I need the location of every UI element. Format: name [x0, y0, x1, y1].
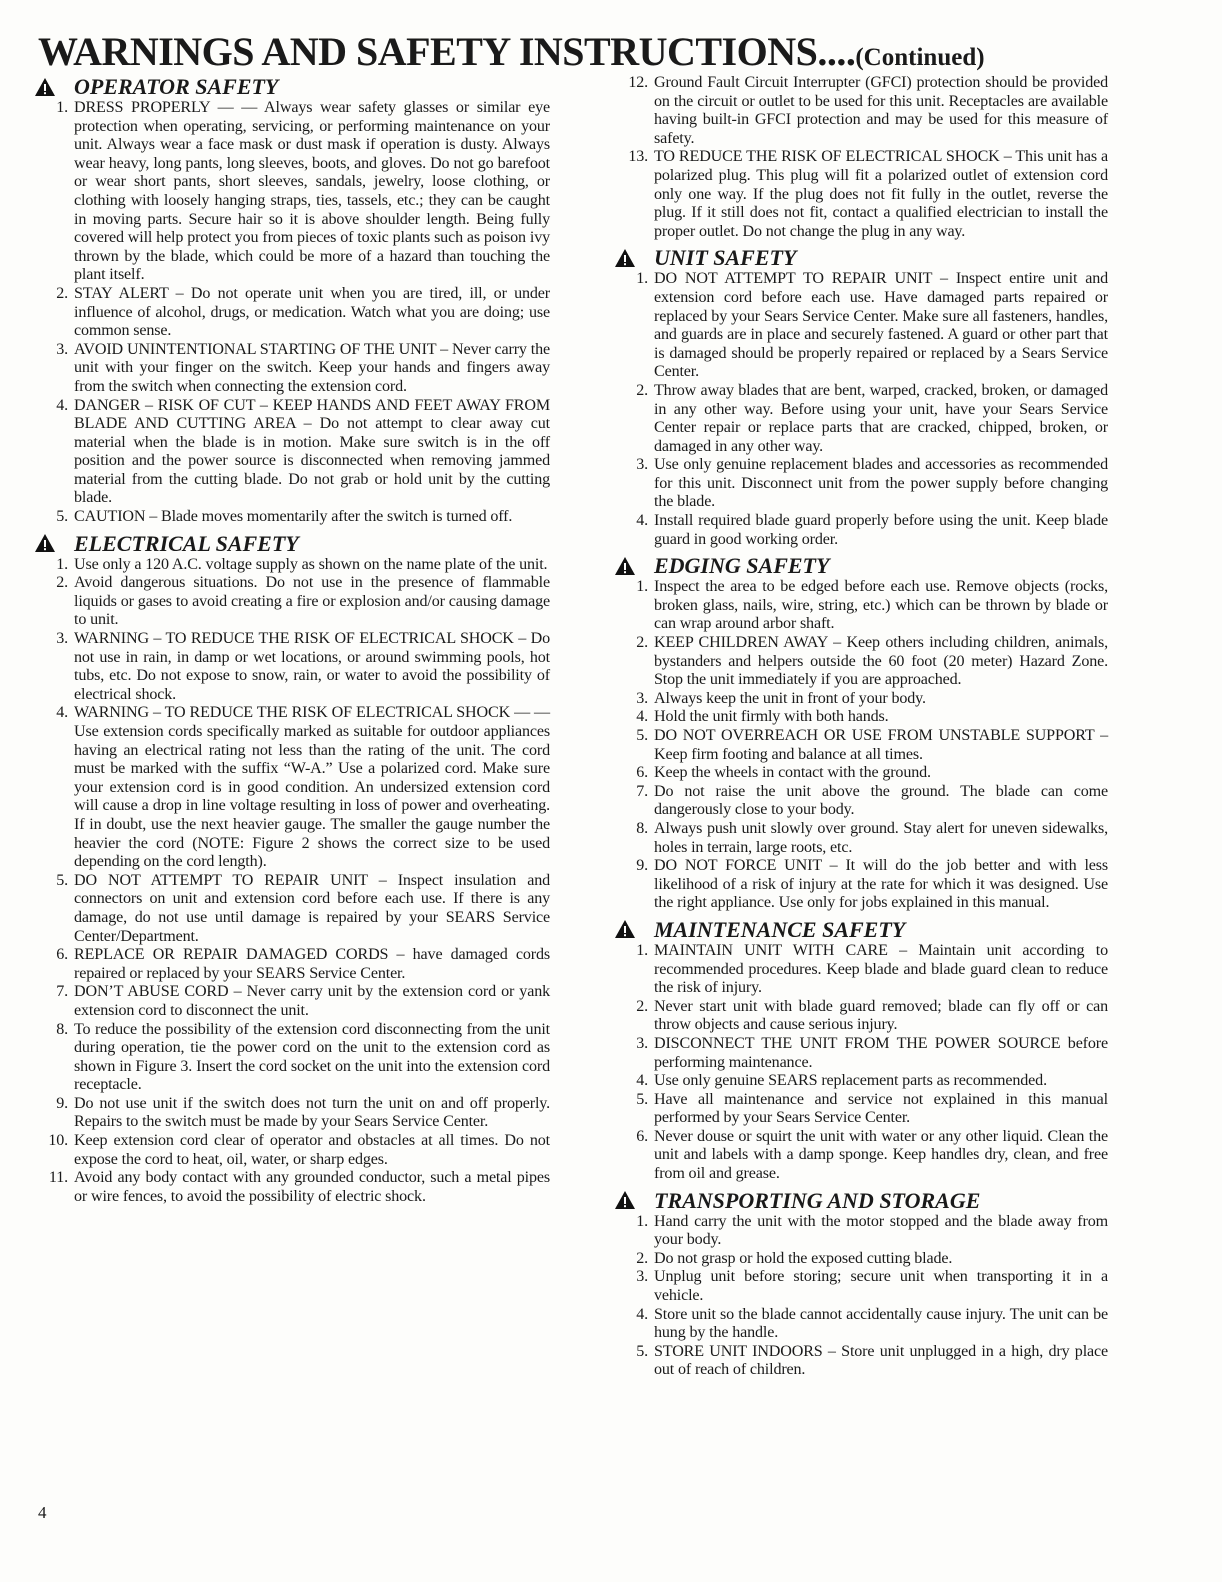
item-text: Use only a 120 A.C. voltage supply as shown on the name plate of the unit. [74, 555, 548, 573]
title-main: WARNINGS AND SAFETY INSTRUCTIONS.... [38, 29, 856, 74]
section-heading-text: UNIT SAFETY [654, 245, 797, 271]
instruction-list [598, 74, 1108, 241]
list-item [18, 1132, 550, 1169]
item-text: AVOID UNINTENTIONAL STARTING OF THE UNIT – Never carry the unit with your finger on the switch. Keep your hands and fingers away from the switch when connecting the extension cord. [74, 340, 550, 395]
item-number: 3. [56, 340, 68, 358]
item-number: 7. [56, 983, 68, 1001]
item-number: 8. [56, 1020, 68, 1038]
item-number: 9. [56, 1094, 68, 1112]
list-item [598, 456, 1108, 512]
section-heading [598, 553, 1108, 578]
item-text: DO NOT OVERREACH OR USE FROM UNSTABLE SUPPORT – Keep firm footing and balance at all times. [654, 727, 1108, 763]
list-item [18, 397, 550, 509]
section-heading-text: OPERATOR SAFETY [74, 74, 279, 99]
list-item [598, 578, 1108, 634]
item-number: 4. [636, 1305, 648, 1323]
instruction-list [598, 1213, 1108, 1380]
section-heading [598, 1188, 1108, 1213]
item-number: 11. [48, 1169, 68, 1187]
item-text: Unplug unit before storing; secure unit when transporting it in a vehicle. [654, 1268, 1108, 1305]
item-text: Keep the wheels in contact with the ground. [654, 764, 931, 782]
instruction-list [18, 99, 550, 527]
item-number: 12. [628, 74, 648, 91]
list-item [18, 1169, 550, 1206]
list-item [598, 857, 1108, 913]
instruction-list [598, 578, 1108, 913]
item-number: 3. [636, 456, 648, 474]
list-item [18, 556, 550, 575]
section-heading [598, 245, 1108, 270]
item-number: 3. [636, 689, 648, 707]
list-item [598, 1128, 1108, 1184]
item-text: DO NOT FORCE UNIT – It will do the job better and with less likelihood of a risk of injury at the rate for which it was designed. Use the right appliance. Use only for jobs explained in this manual. [654, 857, 1108, 912]
list-item [18, 508, 550, 527]
item-text: Use only genuine replacement blades and accessories as recommended for this unit. Disconnect unit from the power supply before changing the blade. [654, 456, 1108, 511]
list-item [598, 512, 1108, 549]
item-number: 5. [636, 1342, 648, 1360]
item-text: KEEP CHILDREN AWAY – Keep others including children, animals, bystanders and helpers outside the 60 foot (20 meter) Hazard Zone. Stop the unit immediately if you are approached. [654, 634, 1108, 689]
warning-triangle-icon [34, 533, 56, 553]
item-text: Do not raise the unit above the ground. The blade can come dangerously close to your body. [654, 782, 1108, 819]
item-text: WARNING – TO REDUCE THE RISK OF ELECTRICAL SHOCK — — Use extension cords specifically marked as suitable for outdoor appliances having an electrical rating not less than the rating of the unit. The cord must be marked with the suffix “W-A.” Use a polarized cord. Make sure your extension cord is in good condition. An undersized extension cord will cause a drop in line voltage resulting in loss of power and overheating. If in doubt, use the next heavier gauge. The smaller the gauge number the heavier the cord (NOTE: Figure 2 shows the correct size to be used depending on the cord length). [74, 704, 550, 871]
list-item [598, 1035, 1108, 1072]
warning-triangle-icon [614, 248, 636, 268]
item-text: Have all maintenance and service not explained in this manual performed by your Sears Service Center. [654, 1090, 1108, 1127]
safety-section [598, 553, 1108, 913]
item-number: 4. [636, 708, 648, 726]
list-item [18, 1095, 550, 1132]
list-item [18, 630, 550, 704]
list-item [18, 983, 550, 1020]
item-number: 9. [636, 857, 648, 875]
instruction-list [18, 556, 550, 1207]
item-text: Throw away blades that are bent, warped, cracked, broken, or damaged in any other way. Before using your unit, have your Sears Service Center repair or replace parts that are cracked, chipped, broken, or damaged in any other way. [654, 381, 1108, 455]
item-number: 1. [636, 578, 648, 596]
item-number: 8. [636, 819, 648, 837]
item-number: 13. [628, 148, 648, 166]
item-number: 6. [636, 1127, 648, 1145]
item-number: 1. [636, 270, 648, 288]
item-number: 1. [636, 1212, 648, 1230]
item-text: DO NOT ATTEMPT TO REPAIR UNIT – Inspect insulation and connectors on unit and extension cord before each use. If there is any damage, do not use until damage is repaired by your SEARS Service Center/Department. [74, 871, 550, 945]
instruction-list [598, 270, 1108, 549]
list-item [598, 74, 1108, 148]
list-item [18, 285, 550, 341]
item-text: Avoid any body contact with any grounded conductor, such a metal pipes or wire fences, to avoid the possibility of electric shock. [74, 1169, 550, 1205]
item-text: STORE UNIT INDOORS – Store unit unplugged in a high, dry place out of reach of children. [654, 1342, 1108, 1379]
item-number: 1. [636, 941, 648, 959]
safety-section [18, 531, 550, 1207]
list-item [598, 1306, 1108, 1343]
item-text: TO REDUCE THE RISK OF ELECTRICAL SHOCK – This unit has a polarized plug. This plug will fit a polarized outlet of extension cord only one way. If the plug does not fit fully in the outlet, reverse the plug. If it still does not fit, contact a qualified electrician to install the proper outlet. Do not change the plug in any way. [654, 148, 1108, 240]
section-heading-text: ELECTRICAL SAFETY [74, 530, 299, 556]
section-heading [18, 531, 550, 556]
item-text: Use only genuine SEARS replacement parts as recommended. [654, 1072, 1047, 1090]
item-text: Avoid dangerous situations. Do not use in the presence of flammable liquids or gases to avoid creating a fire or explosion and/or causing damage to unit. [74, 574, 550, 629]
item-text: Always keep the unit in front of your body. [654, 689, 926, 707]
item-number: 2. [636, 634, 648, 652]
warning-triangle-icon [34, 77, 56, 97]
safety-section [598, 245, 1108, 549]
list-item [598, 942, 1108, 998]
safety-section [598, 1188, 1108, 1380]
item-text: Do not grasp or hold the exposed cutting blade. [654, 1249, 953, 1267]
right-column [598, 74, 1108, 1384]
item-number: 2. [636, 381, 648, 399]
item-number: 2. [56, 284, 68, 302]
section-heading-text: TRANSPORTING AND STORAGE [654, 1187, 981, 1213]
item-number: 2. [56, 574, 68, 592]
list-item [598, 690, 1108, 709]
warning-triangle-icon [614, 1190, 636, 1210]
list-item [598, 1250, 1108, 1269]
list-item [598, 1213, 1108, 1250]
list-item [18, 872, 550, 946]
item-text: Never douse or squirt the unit with water or any other liquid. Clean the unit and labels with a damp sponge. Keep handles dry, clean, and free from oil and grease. [654, 1127, 1108, 1183]
item-text: REPLACE OR REPAIR DAMAGED CORDS – have damaged cords repaired or replaced by your SEARS Service Center. [74, 946, 550, 982]
item-text: Ground Fault Circuit Interrupter (GFCI) protection should be provided on the circuit or outlet to be used for this unit. Receptacles are available having built-in GFCI protection and may be used for this measure of safety. [654, 74, 1108, 147]
item-text: DANGER – RISK OF CUT – KEEP HANDS AND FEET AWAY FROM BLADE AND CUTTING AREA – Do not attempt to clear away cut material when the blade is in motion. Make sure switch is in the off position and the power source is disconnected when removing jammed material from the cutting blade. Do not grab or hold unit by the cutting blade. [74, 396, 550, 507]
list-item [598, 1343, 1108, 1380]
item-number: 2. [636, 997, 648, 1015]
item-text: DON’T ABUSE CORD – Never carry unit by the extension cord or yank extension cord to disconnect the unit. [74, 983, 550, 1019]
item-number: 1. [56, 555, 68, 573]
warning-triangle-icon [614, 919, 636, 939]
list-item [598, 634, 1108, 690]
item-text: Hand carry the unit with the motor stopped and the blade away from your body. [654, 1212, 1108, 1249]
instruction-list [598, 942, 1108, 1184]
item-text: DISCONNECT THE UNIT FROM THE POWER SOURCE before performing maintenance. [654, 1034, 1108, 1071]
item-text: MAINTAIN UNIT WITH CARE – Maintain unit according to recommended procedures. Keep blade and blade guard clean to reduce the risk of injury. [654, 941, 1108, 997]
list-item [598, 727, 1108, 764]
item-number: 4. [636, 1072, 648, 1090]
list-item [598, 820, 1108, 857]
left-column [18, 74, 550, 1210]
list-item [18, 1021, 550, 1095]
item-text: Always push unit slowly over ground. Stay alert for uneven sidewalks, holes in terrain, large roots, etc. [654, 819, 1108, 856]
item-number: 3. [636, 1034, 648, 1052]
item-text: Inspect the area to be edged before each use. Remove objects (rocks, broken glass, nails, wire, string, etc.) which can be thrown by blade or can wrap around arbor shaft. [654, 578, 1108, 633]
list-item [598, 783, 1108, 820]
list-item [598, 764, 1108, 783]
section-heading-text: EDGING SAFETY [654, 553, 830, 579]
list-item [598, 382, 1108, 456]
item-text: DRESS PROPERLY — — Always wear safety glasses or similar eye protection when operating, servicing, or performing maintenance on your unit. Always wear a face mask or dust mask if operation is dusty. Always wear heavy, long pants, long sleeves, boots, and gloves. Do not go barefoot or wear short pants, short sleeves, sandals, jewelry, loose clothing, or clothing with loosely hanging straps, ties, tassels, etc.; they can be caught in moving parts. Secure hair so it is above shoulder length. Being fully covered will help protect you from pieces of toxic plants such as poison ivy thrown by the blade, which could be more of a hazard than touching the plant itself. [74, 99, 550, 284]
item-number: 4. [56, 704, 68, 722]
item-text: To reduce the possibility of the extension cord disconnecting from the unit during operation, tie the power cord on the unit to the extension cord as shown in Figure 3. Insert the cord socket on the unit into the extension cord receptacle. [74, 1020, 550, 1094]
section-heading-text: MAINTENANCE SAFETY [654, 916, 906, 942]
item-number: 2. [636, 1249, 648, 1267]
item-number: 3. [56, 630, 68, 648]
safety-section [598, 917, 1108, 1184]
list-item [18, 574, 550, 630]
list-item [598, 1091, 1108, 1128]
item-number: 4. [56, 396, 68, 414]
item-number: 5. [636, 727, 648, 744]
item-text: WARNING – TO REDUCE THE RISK OF ELECTRICAL SHOCK – Do not use in rain, in damp or wet locations, or around swimming pools, hot tubs, etc. Do not expose to snow, rain, or water to avoid the possibility of electrical shock. [74, 630, 550, 703]
list-item [18, 99, 550, 285]
list-item [598, 708, 1108, 727]
list-item [598, 998, 1108, 1035]
list-item [598, 270, 1108, 382]
list-item [598, 1072, 1108, 1091]
title-suffix: (Continued) [855, 44, 985, 71]
item-number: 6. [636, 764, 648, 782]
section-heading [18, 74, 550, 99]
item-number: 3. [636, 1268, 648, 1286]
safety-section [18, 74, 550, 527]
list-item [18, 704, 550, 871]
section-heading [598, 917, 1108, 942]
item-number: 5. [636, 1090, 648, 1108]
item-text: Never start unit with blade guard removed; blade can fly off or can throw objects and cause serious injury. [654, 997, 1108, 1034]
item-number: 6. [56, 946, 68, 964]
item-text: Keep extension cord clear of operator and obstacles at all times. Do not expose the cord to heat, oil, water, or sharp edges. [74, 1132, 550, 1168]
item-number: 5. [56, 871, 68, 889]
list-item [18, 341, 550, 397]
item-text: STAY ALERT – Do not operate unit when you are tired, ill, or under influence of alcohol, drugs, or medication. Watch what you are doing; use common sense. [74, 284, 550, 340]
item-number: 5. [56, 508, 68, 526]
item-number: 10. [48, 1132, 68, 1150]
list-item [18, 946, 550, 983]
item-text: CAUTION – Blade moves momentarily after the switch is turned off. [74, 508, 513, 526]
item-text: DO NOT ATTEMPT TO REPAIR UNIT – Inspect entire unit and extension cord before each use. Have damaged parts repaired or replaced by your Sears Service Center. Make sure all fasteners, handles, and guards are in place and securely fastened. A guard or other part that is damaged should be properly repaired or replaced by a Sears Service Center. [654, 270, 1108, 381]
item-number: 4. [636, 512, 648, 530]
item-text: Install required blade guard properly before using the unit. Keep blade guard in good working order. [654, 512, 1108, 548]
item-number: 7. [636, 782, 648, 800]
page-number: 4 [38, 1503, 47, 1522]
item-text: Hold the unit firmly with both hands. [654, 708, 889, 726]
list-item [598, 1268, 1108, 1305]
item-text: Store unit so the blade cannot accidentally cause injury. The unit can be hung by the handle. [654, 1305, 1108, 1342]
list-item [598, 148, 1108, 241]
warning-triangle-icon [614, 556, 636, 576]
item-number: 1. [56, 99, 68, 116]
item-text: Do not use unit if the switch does not turn the unit on and off properly. Repairs to the switch must be made by your Sears Service Center. [74, 1094, 550, 1131]
